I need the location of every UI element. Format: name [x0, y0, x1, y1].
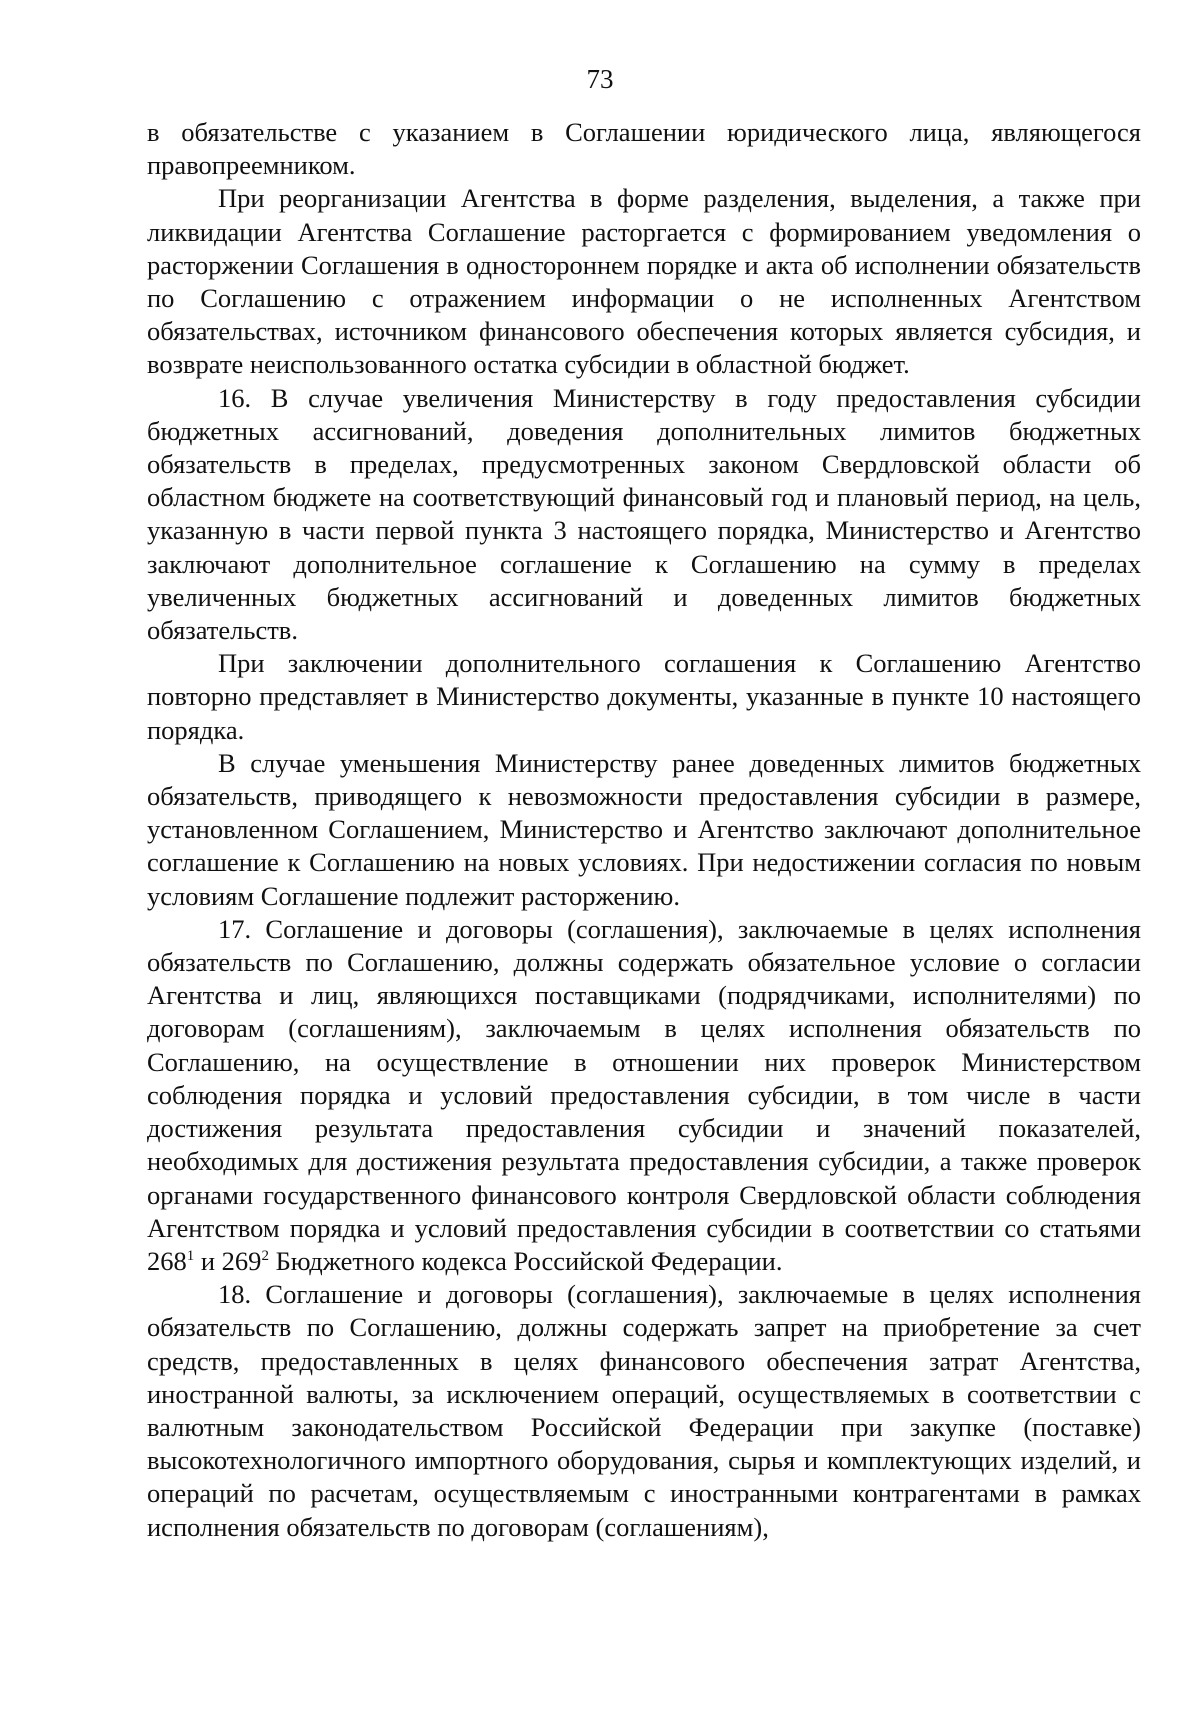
paragraph-reorganization: При реорганизации Агентства в форме разделения, выделения, а также при ликвидации Агентства Соглашение расторгается с формированием уведомления о расторжении Соглашения в одностороннем порядке и акта об исполнении обязательств по Соглашению с отражением информации о не исполненных Агентством обязательствах, источником финансового обеспечения которых является субсидия, и возврате неиспользованного остатка субсидии в областной бюджет. [147, 183, 1141, 380]
footnote-superscript-1: 1 [186, 1248, 195, 1265]
document-body [147, 116, 1141, 1544]
item-17-text-before: 17. Соглашение и договоры (соглашения), заключаемые в целях исполнения обязательств по Соглашению, должны содержать обязательное условие о согласии Агентства и лиц, являющихся поставщиками (подрядчиками, исполнителями) по договорам (соглашениям), заключаемым в целях исполнения обязательств по Соглашению, на осуществление в отношении них проверок Министерством соблюдения порядка и условий предоставления субсидии, в том числе в части достижения результата предоставления субсидии и значений показателей, необходимых для достижения результата предоставления субсидии, а также проверок органами государственного финансового контроля Свердловской области соблюдения Агентством порядка и условий предоставления субсидии в соответствии со статьями 268 [147, 913, 1141, 1276]
paragraph-item-17 [147, 913, 1141, 1278]
item-17-text-after: Бюджетного кодекса Российской Федерации. [268, 1245, 783, 1276]
paragraph-item-16: 16. В случае увеличения Министерству в году предоставления субсидии бюджетных ассигнований, доведения дополнительных лимитов бюджетных обязательств в пределах, предусмотренных законом Свердловской области об областном бюджете на соответствующий финансовый год и плановый период, на цель, указанную в части первой пункта 3 настоящего порядка, Министерство и Агентство заключают дополнительное соглашение к Соглашению на сумму в пределах увеличенных бюджетных ассигнований и доведенных лимитов бюджетных обязательств. [147, 382, 1141, 646]
paragraph-continuation: в обязательстве с указанием в Соглашении юридического лица, являющегося правопреемником. [147, 117, 1141, 181]
paragraph-item-16-limit-decrease: В случае уменьшения Министерству ранее доведенных лимитов бюджетных обязательств, приводящего к невозможности предоставления субсидии в размере, установленном Соглашением, Министерство и Агентство заключают дополнительное соглашение к Соглашению на новых условиях. При недостижении согласия по новым условиям Соглашение подлежит расторжению. [147, 747, 1141, 911]
paragraph-item-16-additional-agreement: При заключении дополнительного соглашения к Соглашению Агентство повторно представляет в Министерство документы, указанные в пункте 10 настоящего порядка. [147, 648, 1141, 745]
footnote-superscript-2: 2 [261, 1248, 269, 1265]
page-number: 73 [586, 64, 614, 94]
item-17-text-mid: и 269 [194, 1245, 262, 1276]
paragraph-item-18: 18. Соглашение и договоры (соглашения), заключаемые в целях исполнения обязательств по Соглашению, должны содержать запрет на приобретение за счет средств, предоставленных в целях финансового обеспечения затрат Агентства, иностранной валюты, за исключением операций, осуществляемых в соответствии с валютным законодательством Российской Федерации при закупке (поставке) высокотехнологичного импортного оборудования, сырья и комплектующих изделий, и операций по расчетам, осуществляемым с иностранными контрагентами в рамках исполнения обязательств по договорам (соглашениям), [147, 1279, 1141, 1542]
